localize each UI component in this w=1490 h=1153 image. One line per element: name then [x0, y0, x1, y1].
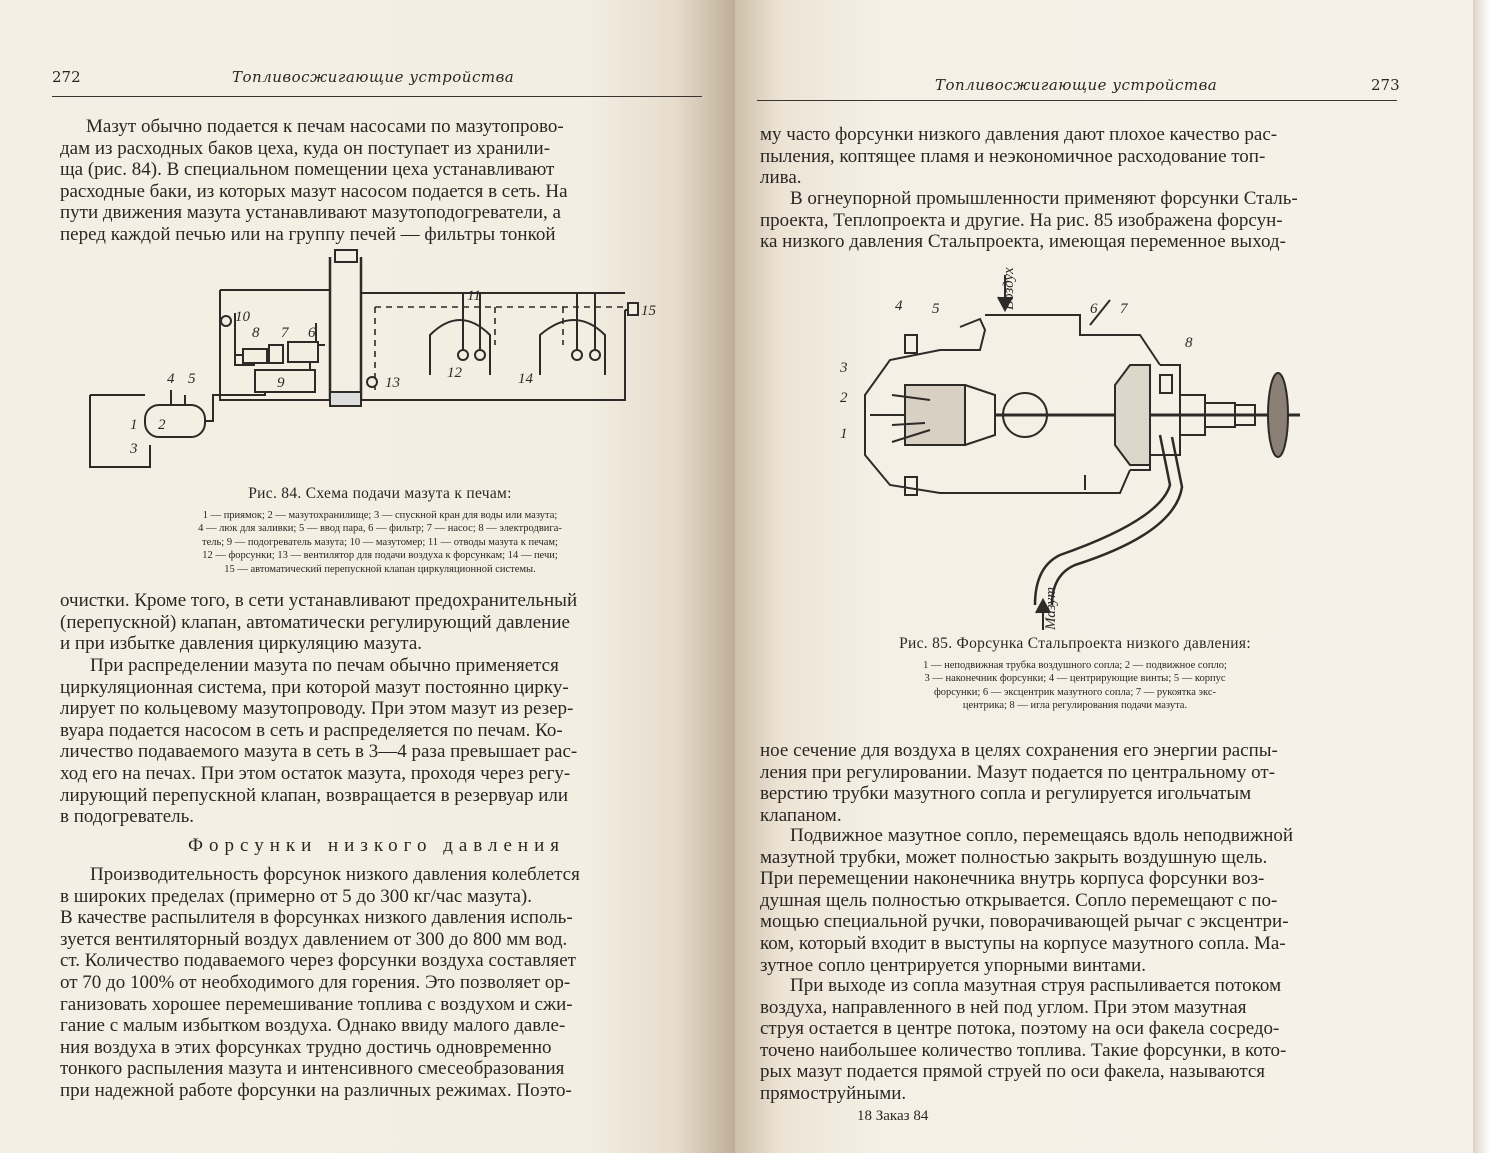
fig85-label-air: Воздух	[1001, 267, 1017, 310]
caption-line: 1 — неподвижная трубка воздушного сопла; 2 — подвижное сопло;	[923, 660, 1227, 671]
header-rule-left	[52, 96, 702, 97]
right-para-4	[760, 825, 1396, 976]
fig84-label-7: 7	[281, 325, 289, 341]
fig84-label-6: 6	[308, 325, 316, 341]
text-line: гание с малым избытком воздуха. Однако ввиду малого давле-	[60, 1015, 566, 1037]
fig85-label-3: 3	[840, 360, 848, 376]
text-line: очистки. Кроме того, в сети устанавливают предохранительный	[60, 590, 578, 611]
text-line: ка низкого давления Стальпроекта, имеющая переменное выход-	[760, 231, 1286, 253]
text-line: душная щель полностью открывается. Сопло перемещают с по-	[760, 889, 1278, 911]
text-line: струя остается в центре потока, поэтому на оси факела сосредо-	[760, 1018, 1280, 1040]
text-line: мазутной трубки, может полностью закрыть воздушную щель.	[760, 846, 1268, 868]
right-para-2	[760, 188, 1396, 253]
page-number-right: 273	[1371, 76, 1400, 94]
text-line: Производительность форсунок низкого давления колеблется	[90, 864, 580, 885]
figure-84-caption	[80, 485, 680, 576]
fig84-label-12: 12	[447, 365, 462, 381]
text-line: При перемещении наконечника внутрь корпуса форсунки воз-	[760, 868, 1265, 890]
text-line: ное сечение для воздуха в целях сохранения его энергии распы-	[760, 740, 1278, 761]
page-number-left: 272	[52, 68, 81, 86]
figure-85-diagram	[830, 255, 1330, 630]
text-line: в широких пределах (примерно от 5 до 300 кг/час мазута).	[60, 885, 532, 907]
text-line: лирующий перепускной клапан, возвращается в резервуар или	[60, 784, 569, 806]
text-line: ща (рис. 84). В специальном помещении цеха устанавливают	[60, 159, 555, 181]
fig84-label-1: 1	[130, 417, 138, 433]
text-line: лирует по кольцевому мазутопроводу. При этом мазут из резер-	[60, 698, 574, 720]
left-page	[0, 0, 735, 1153]
text-line: му часто форсунки низкого давления дают плохое качество рас-	[760, 124, 1278, 145]
text-line: клапаном.	[760, 804, 842, 826]
text-line: верстию трубки мазутного сопла и регулируется игольчатым	[760, 783, 1252, 805]
caption-line: центрика; 8 — игла регулирования подачи мазута.	[962, 700, 1188, 712]
caption-line: тель; 9 — подогреватель мазута; 10 — мазутомер; 11 — отводы мазута к печам;	[202, 536, 558, 548]
figure-84-diagram	[85, 245, 665, 475]
text-line: При распределении мазута по печам обычно применяется	[90, 655, 559, 676]
text-line: рых мазут подается прямой струей по оси факела, называются	[760, 1061, 1266, 1083]
header-rule-right	[757, 100, 1397, 101]
text-line: ния воздуха в этих форсунках трудно достичь одновременно	[60, 1036, 552, 1058]
page-edge	[1473, 0, 1490, 1153]
right-para-3	[760, 740, 1396, 826]
text-line: зутное сопло центрируется упорными винтами.	[760, 954, 1146, 976]
fig85-label-8: 8	[1185, 335, 1193, 351]
running-title-left: Топливосжигающие устройства	[232, 68, 515, 86]
fig85-label-2: 2	[840, 390, 848, 406]
fig85-label-4: 4	[895, 298, 903, 314]
text-line: При выходе из сопла мазутная струя распыливается потоком	[790, 975, 1282, 996]
figure-84-caption-title: Рис. 84. Схема подачи мазута к печам:	[248, 485, 512, 502]
text-line: ления при регулировании. Мазут подается по центральному от-	[760, 761, 1276, 783]
fig84-label-15: 15	[641, 303, 656, 319]
caption-line: 3 — наконечник форсунки; 4 — центрирующие винты; 5 — корпус	[924, 673, 1226, 685]
footer-signature: 18 Заказ 84	[857, 1108, 929, 1124]
text-line: точено наибольшее количество топлива. Такие форсунки, в кото-	[760, 1039, 1287, 1061]
text-line: Подвижное мазутное сопло, перемещаясь вдоль неподвижной	[790, 825, 1294, 846]
text-line: циркуляционная система, при которой мазут постоянно цирку-	[60, 676, 569, 698]
fig85-label-fuel: Мазут	[1043, 586, 1059, 630]
fig84-label-10: 10	[235, 309, 250, 325]
text-line: Мазут обычно подается к печам насосами по мазутопрово-	[86, 116, 564, 137]
text-line: проекта, Теплопроекта и другие. На рис. 85 изображена форсун-	[760, 209, 1283, 231]
text-line: ст. Количество подаваемого через форсунки воздуха составляет	[60, 950, 576, 972]
section-heading: Форсунки низкого давления	[188, 835, 565, 856]
text-line: в подогреватель.	[60, 806, 195, 828]
fig85-label-7: 7	[1120, 301, 1128, 317]
left-para-2	[60, 590, 700, 655]
text-line: тонкого распыления мазута и интенсивного смесеобразования	[60, 1058, 565, 1080]
text-line: мощью специальной ручки, поворачивающей рычаг с эксцентри-	[760, 911, 1289, 933]
text-line: личество подаваемого мазута в сеть в 3—4 раза превышает рас-	[60, 741, 578, 763]
fig84-label-8: 8	[252, 325, 260, 341]
fig84-label-2: 2	[158, 417, 166, 433]
caption-line: форсунки; 6 — эксцентрик мазутного сопла; 7 — рукоятка экс-	[933, 686, 1217, 698]
caption-line: 4 — люк для заливки; 5 — ввод пара, 6 — фильтр; 7 — насос; 8 — электродвига-	[198, 523, 562, 535]
running-title-right: Топливосжигающие устройства	[935, 76, 1218, 94]
text-line: вуара подается насосом в сеть и распределяется по печам. Ко-	[60, 719, 563, 741]
text-line: дам из расходных баков цеха, куда он поступает из хранили-	[60, 137, 551, 159]
fig84-label-13: 13	[385, 375, 400, 391]
left-para-4	[60, 864, 700, 1102]
fig84-label-14: 14	[518, 371, 533, 387]
caption-line: 1 — приямок; 2 — мазутохранилище; 3 — спускной кран для воды или мазута;	[202, 510, 558, 521]
figure-85-caption	[775, 635, 1375, 713]
text-line: прямоструйными.	[760, 1082, 907, 1104]
text-line: от 70 до 100% от необходимого для горения. Это позволяет ор-	[60, 971, 571, 993]
left-para-1	[60, 116, 700, 246]
left-para-3	[60, 655, 700, 828]
fig85-label-1: 1	[840, 426, 848, 442]
figure-85-caption-title: Рис. 85. Форсунка Стальпроекта низкого давления:	[899, 635, 1251, 652]
right-para-1	[760, 124, 1396, 189]
text-line: лива.	[760, 167, 802, 189]
caption-line: 12 — форсунки; 13 — вентилятор для подачи воздуха к форсункам; 14 — печи;	[202, 550, 558, 562]
fig84-label-4: 4	[167, 371, 175, 387]
fig85-label-6: 6	[1090, 301, 1098, 317]
text-line: зуется вентиляторный воздух давлением от 300 до 800 мм вод.	[60, 928, 568, 950]
text-line: пути движения мазута устанавливают мазутоподогреватели, а	[60, 202, 561, 224]
text-line: воздуха, направленного в ней под углом. При этом мазутная	[760, 996, 1247, 1018]
right-page	[735, 0, 1473, 1153]
fig84-label-5: 5	[188, 371, 196, 387]
text-line: пыления, коптящее пламя и неэкономичное расходование топ-	[760, 145, 1266, 167]
text-line: при надежной работе форсунки на различных режимах. Поэто-	[60, 1079, 572, 1101]
text-line: В огнеупорной промышленности применяют форсунки Сталь-	[790, 188, 1298, 209]
text-line: и при избытке давления циркуляцию мазута.	[60, 633, 423, 655]
text-line: перед каждой печью или на группу печей — фильтры тонкой	[60, 223, 556, 245]
fig84-label-9: 9	[277, 375, 285, 391]
fig85-label-5: 5	[932, 301, 940, 317]
text-line: расходные баки, из которых мазут насосом подается в сеть. На	[60, 180, 568, 202]
text-line: ганизовать хорошее перемешивание топлива с воздухом и сжи-	[60, 993, 573, 1015]
fig84-label-11: 11	[467, 288, 481, 304]
text-line: ход его на печах. При этом остаток мазута, проходя через регу-	[60, 762, 571, 784]
text-line: В качестве распылителя в форсунках низкого давления исполь-	[60, 907, 573, 929]
caption-line: 15 — автоматический перепускной клапан циркуляционной системы.	[224, 563, 536, 575]
text-line: (перепускной) клапан, автоматически регулирующий давление	[60, 611, 570, 633]
text-line: ком, который входит в выступы на корпусе мазутного сопла. Ма-	[760, 932, 1286, 954]
fig84-label-3: 3	[130, 441, 138, 457]
right-para-5	[760, 975, 1396, 1105]
